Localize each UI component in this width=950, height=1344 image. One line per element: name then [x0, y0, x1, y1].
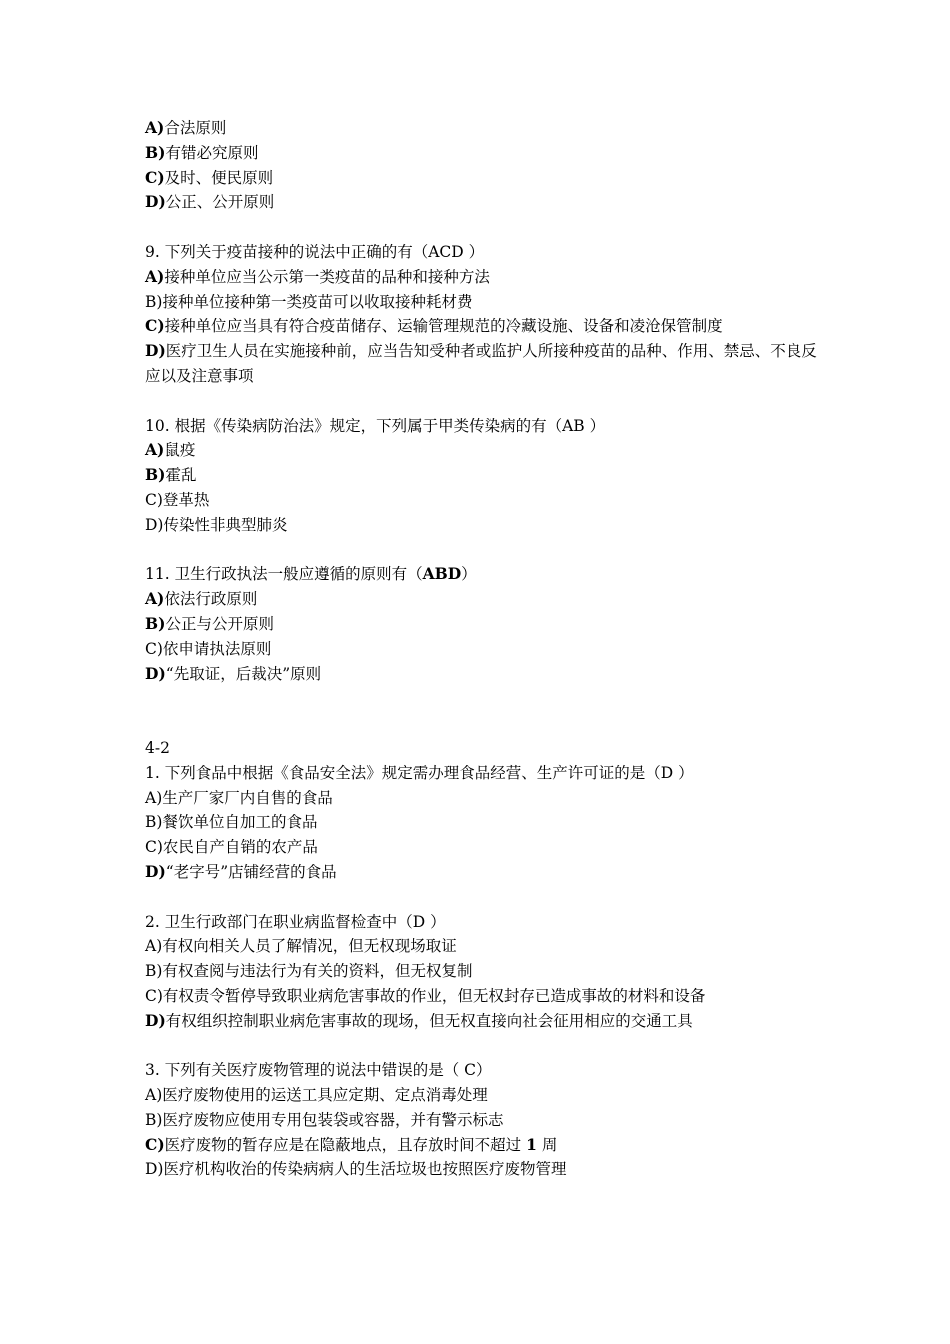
option-text: 传染性非典型肺炎: [163, 515, 288, 534]
option-text: 公正与公开原则: [165, 614, 274, 633]
option-line: [145, 314, 845, 339]
question-stem: 1. 下列食品中根据《食品安全法》规定需办理食品经营、生产许可证的是（D ）: [145, 763, 694, 782]
option-letter: D): [145, 663, 166, 683]
option-line: [145, 166, 845, 191]
option-text: 依申请执法原则: [162, 639, 272, 658]
option-text: 医疗机构收治的传染病病人的生活垃圾也按照医疗废物管理: [163, 1160, 567, 1179]
option-letter: A): [145, 788, 163, 807]
option-text: 周: [536, 1135, 558, 1154]
option-letter: C): [145, 986, 163, 1005]
option-text: 登革热: [162, 490, 210, 509]
option-text: 合法原则: [164, 119, 227, 137]
option-letter: C): [145, 639, 163, 658]
question-stem: 2. 卫生行政部门在职业病监督检查中（D ）: [145, 912, 446, 931]
option-letter: D): [145, 1160, 164, 1179]
option-text: 餐饮单位自加工的食品: [162, 813, 318, 832]
option-letter: C): [145, 1134, 165, 1154]
option-line: [145, 662, 845, 687]
option-text: 依法行政原则: [164, 590, 258, 609]
option-letter: B): [145, 813, 163, 832]
option-text: 有权查阅与违法行为有关的资料，但无权复制: [162, 962, 473, 981]
question-stem: 3. 下列有关医疗废物管理的说法中错误的是（ C）: [145, 1061, 492, 1080]
option-text: 鼠疫: [164, 441, 196, 460]
document-page: [145, 116, 845, 1182]
option-text: “先取证，后裁决”原则: [165, 664, 322, 683]
option-text: 接种单位接种第一类疫苗可以收取接种耗材费: [162, 292, 473, 311]
option-letter: B): [145, 465, 166, 485]
option-line: [145, 265, 845, 290]
option-letter: D): [145, 192, 166, 212]
option-line: [145, 1157, 845, 1182]
option-letter: B): [145, 613, 166, 633]
option-letter: A): [145, 937, 163, 956]
option-text: 农民自产自销的农产品: [162, 838, 318, 857]
option-text: 有权组织控制职业病危害事故的现场，但无权直接向社会征用相应的交通工具: [165, 1011, 693, 1030]
option-line: [145, 116, 845, 141]
option-line: [145, 984, 845, 1009]
section-label: 4-2: [145, 738, 170, 757]
option-line: [145, 1009, 845, 1034]
option-letter: A): [145, 1086, 163, 1105]
option-text: 医疗废物使用的运送工具应定期、定点消毒处理: [162, 1086, 488, 1105]
option-letter: B): [145, 1110, 163, 1129]
option-text: 医疗卫生人员在实施接种前，应当告知受种者或监护人所接种疫苗的品种、作用、禁忌、不良反应以及注意事项: [145, 342, 817, 385]
option-line: [145, 959, 845, 984]
option-line: [145, 463, 845, 488]
option-line: [145, 810, 845, 835]
option-line: [145, 612, 845, 637]
option-letter: D): [145, 515, 164, 534]
option-text: 霍乱: [165, 466, 197, 485]
option-letter: B): [145, 292, 163, 311]
question-stem: [145, 562, 845, 587]
option-text: 接种单位应当公示第一类疫苗的品种和接种方法: [164, 267, 490, 286]
option-line: [145, 835, 845, 860]
option-text: “老字号”店铺经营的食品: [165, 862, 337, 881]
option-letter: B): [145, 142, 166, 162]
option-line: [145, 587, 845, 612]
option-text: 及时、便民原则: [164, 168, 274, 187]
option-text: 接种单位应当具有符合疫苗储存、运输管理规范的冷藏设施、设备和凌沧保管制度: [164, 317, 723, 336]
option-letter: D): [145, 1010, 166, 1030]
stem-text: ）: [461, 565, 477, 584]
option-letter: A): [145, 266, 165, 286]
option-letter: D): [145, 861, 166, 881]
stem-text: 11. 卫生行政执法一般应遵循的原则有（: [145, 565, 423, 584]
option-line: [145, 1083, 845, 1108]
option-letter: C): [145, 316, 165, 336]
option-line: [145, 438, 845, 463]
question-stem: 9. 下列关于疫苗接种的说法中正确的有（ACD ）: [145, 242, 485, 261]
option-letter: C): [145, 490, 163, 509]
option-text: 生产厂家厂内自售的食品: [162, 788, 333, 807]
option-line: [145, 488, 845, 513]
option-text: 公正、公开原则: [165, 193, 275, 212]
option-letter: B): [145, 962, 163, 981]
option-line: [145, 860, 845, 885]
option-line: [145, 513, 845, 538]
option-line: [145, 637, 845, 662]
option-letter: C): [145, 167, 165, 187]
question-stem: 10. 根据《传染病防治法》规定，下列属于甲类传染病的有（AB ）: [145, 416, 606, 435]
option-line: [145, 934, 845, 959]
option-text: 医疗废物的暂存应是在隐蔽地点，且存放时间不超过: [164, 1135, 522, 1154]
option-letter: D): [145, 341, 166, 361]
option-line: [145, 190, 845, 215]
option-text: 有错必究原则: [165, 143, 259, 162]
option-line: [145, 1133, 845, 1158]
option-text: 有权责令暂停导致职业病危害事故的作业，但无权封存已造成事故的材料和设备: [162, 986, 706, 1005]
option-line: [145, 290, 845, 315]
option-number: 1: [526, 1134, 537, 1154]
option-letter: A): [145, 440, 165, 460]
option-letter: A): [145, 589, 165, 609]
option-line: [145, 1108, 845, 1133]
option-line: [145, 141, 845, 166]
option-line: [145, 786, 845, 811]
option-text: 医疗废物应使用专用包装袋或容器，并有警示标志: [162, 1110, 504, 1129]
option-line: [145, 339, 817, 389]
stem-answer: ABD: [422, 564, 462, 584]
option-text: 有权向相关人员了解情况，但无权现场取证: [162, 937, 457, 956]
option-letter: C): [145, 838, 163, 857]
option-letter: A): [145, 118, 165, 137]
